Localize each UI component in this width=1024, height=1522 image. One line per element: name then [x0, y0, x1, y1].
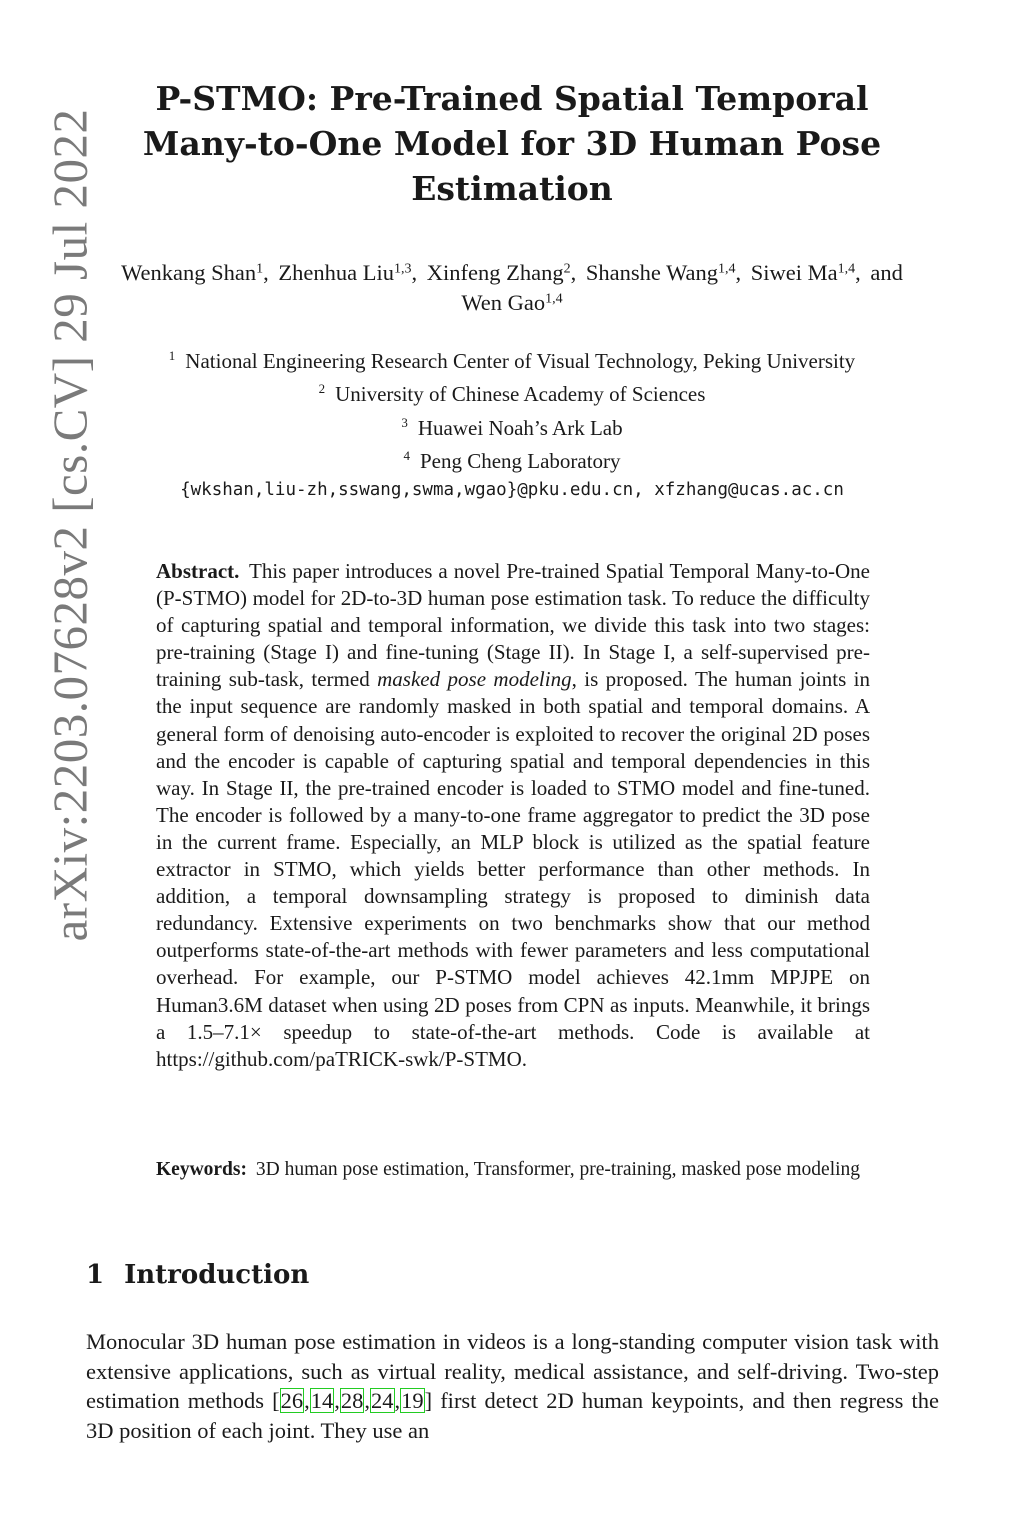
intro-text-continued: first detect 2D human keypoints, and then regress the 3D position of each joint. They use an: [86, 1388, 939, 1443]
affiliation-item: [100, 442, 924, 475]
keywords-text: 3D human pose estimation, Transformer, pre-training, masked pose modeling: [255, 1159, 861, 1180]
affiliation-number: 1: [168, 348, 176, 363]
author-name: Wen Gao: [461, 290, 546, 315]
section-title: Introduction: [124, 1260, 310, 1290]
author-name: Wenkang Shan: [121, 260, 257, 285]
paper-title: P-STMO: Pre-Trained Spatial Temporal Many-to-One Model for 3D Human Pose Estimation: [142, 79, 882, 208]
author-name: Shanshe Wang: [585, 260, 718, 285]
affiliation-text: Huawei Noah’s Ark Lab: [417, 415, 623, 440]
affiliation-text: University of Chinese Academy of Sciences: [335, 382, 706, 407]
affiliation-list: [100, 342, 924, 505]
author-affiliation: 1,3: [394, 261, 412, 277]
affiliation-item: [100, 342, 924, 375]
keywords: [156, 1156, 870, 1183]
author-affiliation: 1,4: [837, 261, 856, 277]
author-affiliation: 1,4: [545, 291, 563, 307]
citation-link[interactable]: 26: [280, 1388, 304, 1413]
affiliation-text: Peng Cheng Laboratory: [419, 448, 621, 473]
citation-link[interactable]: 14: [310, 1388, 334, 1413]
author-list: Wenkang Shan$^1$, Zhenhua Liu$^{1,3}$, Xinfeng Zhang$^2$, Shanshe Wang$^{1,4}$, Siwei Ma$^{1,4}$, and Wen Gao$^{1,4}$: [121, 260, 903, 315]
author-name: Xinfeng Zhang: [426, 260, 564, 285]
section-heading: [86, 1260, 309, 1290]
citation-group: [26,14,28,24,19]: [272, 1388, 433, 1413]
affiliation-number: 3: [401, 414, 408, 430]
arxiv-identifier: arXiv:2203.07628v2 [cs.CV] 29 Jul 2022: [42, 108, 98, 942]
citation-link[interactable]: 19: [401, 1388, 424, 1413]
citation-link[interactable]: 28: [340, 1388, 364, 1413]
affiliation-text: National Engineering Research Center of Visual Technology, Peking University: [185, 348, 856, 373]
author-affiliation: 1: [256, 261, 264, 277]
section-number: 1: [86, 1260, 105, 1290]
author-name: Siwei Ma: [750, 260, 838, 285]
abstract-label: Abstract.: [156, 559, 240, 583]
author-affiliation: 1,4: [718, 261, 736, 277]
abstract-text-continued: , is proposed. The human joints in the input sequence are randomly masked in both spatial and temporal domains. A general form of denoising auto-encoder is exploited to recover the original 2D poses and the encoder is capable of capturing spatial and temporal dependencies in this way. In Stage II, the pre-trained encoder is loaded to STMO model and fine-tuned. The encoder is followed by a many-to-one frame aggregator to predict the 3D pose in the current frame. Especially, an MLP block is utilized as the spatial feature extractor in STMO, which yields better performance than other methods. In addition, a temporal downsampling strategy is proposed to diminish data redundancy. Extensive experiments on two benchmarks show that our method outperforms state-of-the-art methods with fewer parameters and less computational overhead. For example, our P-STMO model achieves 42.1mm MPJPE on Human3.6M dataset when using 2D poses from CPN as inputs. Meanwhile, it brings a 1.5–7.1× speedup to state-of-the-art methods. Code is available at https://github.com/paTRICK-swk/P-STMO.: [156, 667, 871, 1071]
affiliation-item: [100, 409, 924, 442]
introduction-paragraph: [86, 1327, 939, 1445]
intro-text: Monocular 3D human pose estimation in videos is a long-standing computer vision task with extensive applications, such as virtual reality, medical assistance, and self-driving. Two-step estimation methods: [86, 1329, 939, 1413]
keywords-label: Keywords:: [156, 1159, 247, 1180]
author-emails: {wkshan,liu-zh,sswang,swma,wgao}@pku.edu.cn, xfzhang@ucas.ac.cn: [180, 480, 844, 501]
affiliation-number: 4: [403, 447, 410, 463]
author-affiliation: 2: [563, 261, 571, 277]
citation-link[interactable]: 24: [371, 1388, 394, 1413]
affiliation-item: [100, 375, 924, 408]
abstract-text: This paper introduces a novel Pre-trained Spatial Temporal Many-to-One (P-STMO) model for 2D-to-3D human pose estimation task. To reduce the difficulty of capturing spatial and temporal information, we divide this task into two stages: pre-training (Stage I) and fine-tuning (Stage II). In Stage I, a self-supervised pre-training sub-task, termed: [156, 559, 870, 692]
affiliation-number: 2: [318, 381, 326, 397]
arxiv-sidebar: [40, 95, 100, 955]
abstract-emphasis: masked pose modeling: [377, 667, 572, 692]
author-conjunction: and: [870, 260, 903, 285]
abstract: [156, 558, 870, 1073]
author-name: Zhenhua Liu: [278, 260, 395, 285]
